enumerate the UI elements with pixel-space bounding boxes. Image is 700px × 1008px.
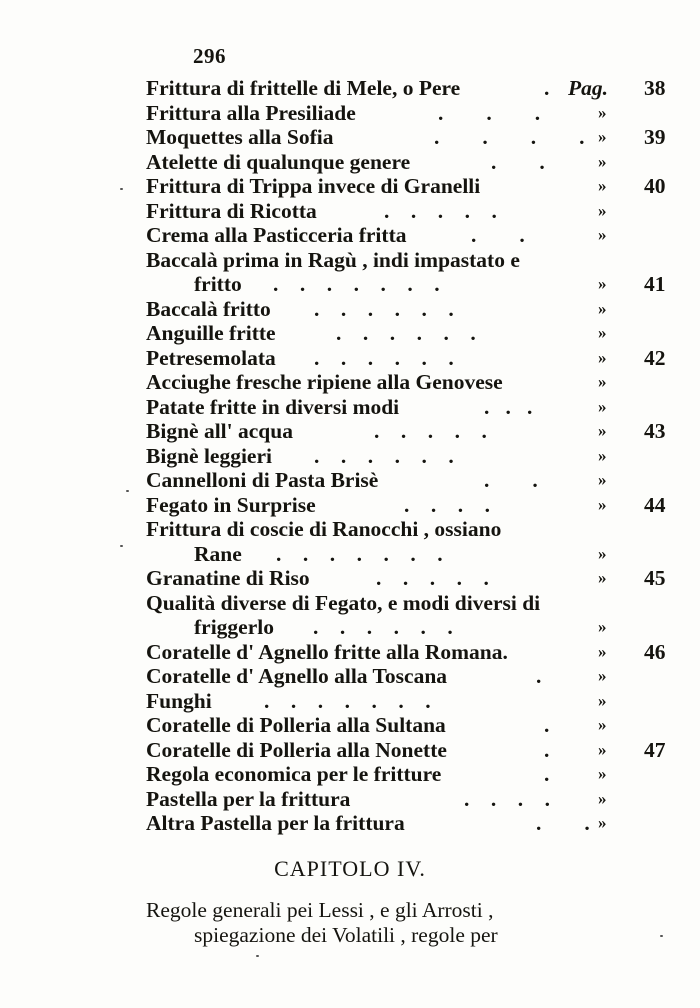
- toc-dot-leader: . . . . . . .: [276, 541, 443, 566]
- toc-page-number: 39: [644, 125, 666, 149]
- toc-row: [146, 517, 676, 542]
- toc-row: [146, 689, 676, 714]
- toc-ditto-mark: »: [598, 690, 607, 710]
- toc-ditto-mark: »: [598, 739, 607, 759]
- toc-page-number: 42: [644, 345, 666, 370]
- toc-ditto-mark: »: [598, 641, 607, 661]
- toc-dot-leader: . .: [484, 468, 538, 492]
- toc-entry-title: fritto: [194, 272, 242, 296]
- toc-row: [146, 615, 676, 640]
- toc-ditto-mark: »: [598, 274, 607, 293]
- toc-entry-title: Altra Pastella per la frittura: [146, 811, 405, 835]
- toc-ditto-mark: »: [598, 151, 607, 171]
- toc-ditto-mark: »: [598, 445, 607, 465]
- toc-page-number: 47: [644, 737, 666, 762]
- intro-line-2: spiegazione dei Volatili , regole per: [194, 923, 498, 947]
- toc-entry-title: Frittura di frittelle di Mele, o Pere: [146, 76, 461, 100]
- paper-speck: [256, 955, 259, 957]
- toc-page-number: 46: [644, 639, 666, 664]
- toc-dot-leader: . . . . . .: [314, 296, 454, 321]
- toc-entry-title: Moquettes alla Sofia: [146, 125, 334, 149]
- toc-row: [146, 321, 676, 346]
- toc-row: [146, 174, 676, 199]
- toc-page-number: 43: [644, 419, 666, 443]
- toc-ditto-mark: »: [598, 372, 607, 391]
- toc-row: [146, 199, 676, 224]
- toc-dot-leader: .: [544, 713, 550, 737]
- toc-entry-title: Frittura di Ricotta: [146, 198, 317, 223]
- toc-entry-title: Baccalà fritto: [146, 296, 271, 321]
- toc-ditto-mark: »: [598, 666, 607, 685]
- toc-entry-title: Anguille fritte: [146, 321, 276, 345]
- toc-dot-leader: . . . . .: [384, 198, 497, 223]
- toc-entry-title: Coratelle d' Agnello fritte alla Romana.: [146, 639, 508, 664]
- toc-entry-title: Rane: [194, 541, 242, 566]
- toc-row: [146, 493, 676, 518]
- toc-dot-leader: . .: [471, 223, 525, 247]
- toc-entry-title: Baccalà prima in Ragù , indi impastato e: [146, 247, 520, 272]
- toc-row: [146, 101, 676, 126]
- toc-entry-title: Coratelle di Polleria alla Sultana: [146, 713, 446, 737]
- toc-ditto-mark: »: [598, 494, 607, 514]
- table-of-contents: [146, 76, 676, 836]
- toc-row: [146, 419, 676, 444]
- toc-ditto-mark: »: [598, 568, 607, 587]
- toc-row: [146, 76, 676, 101]
- toc-page-number: 41: [644, 272, 666, 296]
- toc-dot-leader: . . . .: [404, 492, 490, 517]
- toc-row: [146, 542, 676, 567]
- toc-entry-title: Atelette di qualunque genere: [146, 149, 411, 174]
- toc-row: [146, 591, 676, 616]
- toc-dot-leader: . . . . .: [374, 419, 487, 443]
- toc-entry-title: Crema alla Pasticceria fritta: [146, 223, 407, 247]
- toc-entry-title: Regola economica per le fritture: [146, 762, 442, 786]
- toc-entry-title: Bignè all' acqua: [146, 419, 293, 443]
- paper-speck: [120, 188, 123, 190]
- toc-row: [146, 468, 676, 493]
- toc-row: [146, 787, 676, 812]
- toc-row: [146, 664, 676, 689]
- toc-entry-title: Petresemolata: [146, 345, 276, 370]
- toc-ditto-mark: »: [598, 421, 607, 440]
- toc-dot-leader: . . . . .: [376, 566, 489, 590]
- toc-entry-title: Frittura di coscie di Ranocchi , ossiano: [146, 517, 502, 541]
- toc-page-number: 38: [644, 76, 666, 100]
- toc-row: [146, 150, 676, 175]
- toc-dot-leader: . .: [491, 149, 545, 174]
- chapter-heading: CAPITOLO IV.: [274, 856, 426, 881]
- toc-dot-leader: . . . . . .: [336, 321, 476, 345]
- toc-dot-leader: .: [536, 664, 542, 688]
- toc-ditto-mark: »: [598, 813, 607, 832]
- toc-entry-title: Granatine di Riso: [146, 566, 310, 590]
- toc-row: [146, 370, 676, 395]
- toc-dot-leader: . . . . . .: [313, 615, 453, 639]
- toc-page-number: 44: [644, 492, 666, 517]
- toc-row: [146, 713, 676, 738]
- toc-row: [146, 223, 676, 248]
- toc-pag-label: Pag.: [568, 76, 609, 100]
- toc-page-number: 40: [644, 174, 666, 198]
- toc-ditto-mark: »: [598, 715, 607, 734]
- toc-dot-leader: . . .: [438, 100, 541, 125]
- toc-ditto-mark: »: [598, 788, 607, 808]
- toc-row: [146, 125, 676, 150]
- toc-entry-title: Fegato in Surprise: [146, 492, 316, 517]
- toc-ditto-mark: »: [598, 543, 607, 563]
- toc-dot-leader: . . . . . .: [314, 345, 454, 370]
- toc-ditto-mark: »: [598, 298, 607, 318]
- toc-dot-leader: .: [544, 762, 550, 786]
- toc-row: [146, 566, 676, 591]
- toc-row: [146, 272, 676, 297]
- toc-entry-title: Acciughe fresche ripiene alla Genovese: [146, 370, 503, 394]
- paper-speck: [126, 490, 129, 492]
- toc-entry-title: Qualità diverse di Fegato, e modi diversi di: [146, 590, 541, 615]
- toc-dot-leader: . . . .: [464, 786, 550, 811]
- toc-ditto-mark: »: [598, 764, 607, 783]
- toc-ditto-mark: »: [598, 127, 607, 146]
- toc-dot-leader: . .: [536, 811, 590, 835]
- paper-speck: [120, 545, 123, 547]
- toc-ditto-mark: »: [598, 347, 607, 367]
- toc-ditto-mark: »: [598, 617, 607, 636]
- toc-entry-title: Cannelloni di Pasta Brisè: [146, 468, 379, 492]
- page-number: 296: [193, 44, 226, 68]
- toc-entry-title: Patate fritte in diversi modi: [146, 394, 400, 419]
- toc-row: [146, 346, 676, 371]
- toc-dot-leader: . . . . . .: [314, 443, 454, 468]
- toc-dot-leader: .: [544, 76, 555, 100]
- toc-ditto-mark: »: [598, 470, 607, 489]
- toc-ditto-mark: »: [598, 396, 607, 416]
- toc-ditto-mark: »: [598, 102, 607, 122]
- toc-entry-title: Coratelle d' Agnello alla Toscana: [146, 664, 448, 688]
- toc-row: [146, 640, 676, 665]
- toc-ditto-mark: »: [598, 200, 607, 220]
- toc-row: [146, 738, 676, 763]
- toc-dot-leader: . . . .: [434, 125, 585, 149]
- toc-entry-title: Frittura di Trippa invece di Granelli: [146, 174, 481, 198]
- toc-dot-leader: . . .: [484, 394, 533, 419]
- toc-row: [146, 444, 676, 469]
- toc-dot-leader: . . . . . . .: [273, 272, 440, 296]
- toc-entry-title: Pastella per la frittura: [146, 786, 351, 811]
- toc-ditto-mark: »: [598, 323, 607, 342]
- toc-dot-leader: . . . . . . .: [264, 688, 431, 713]
- toc-row: [146, 395, 676, 420]
- toc-ditto-mark: »: [598, 176, 607, 195]
- toc-entry-title: friggerlo: [194, 615, 274, 639]
- paper-speck: [660, 935, 663, 937]
- chapter-intro-text: [146, 898, 666, 948]
- toc-dot-leader: .: [544, 737, 550, 762]
- toc-ditto-mark: »: [598, 225, 607, 244]
- toc-row: [146, 248, 676, 273]
- toc-entry-title: Frittura alla Presiliade: [146, 100, 356, 125]
- toc-page-number: 45: [644, 566, 666, 590]
- toc-entry-title: Funghi: [146, 688, 212, 713]
- toc-row: [146, 762, 676, 787]
- toc-entry-title: Coratelle di Polleria alla Nonette: [146, 737, 447, 762]
- toc-row: [146, 297, 676, 322]
- toc-entry-title: Bignè leggieri: [146, 443, 272, 468]
- intro-line-1: Regole generali pei Lessi , e gli Arrosti ,: [146, 898, 494, 922]
- toc-row: [146, 811, 676, 836]
